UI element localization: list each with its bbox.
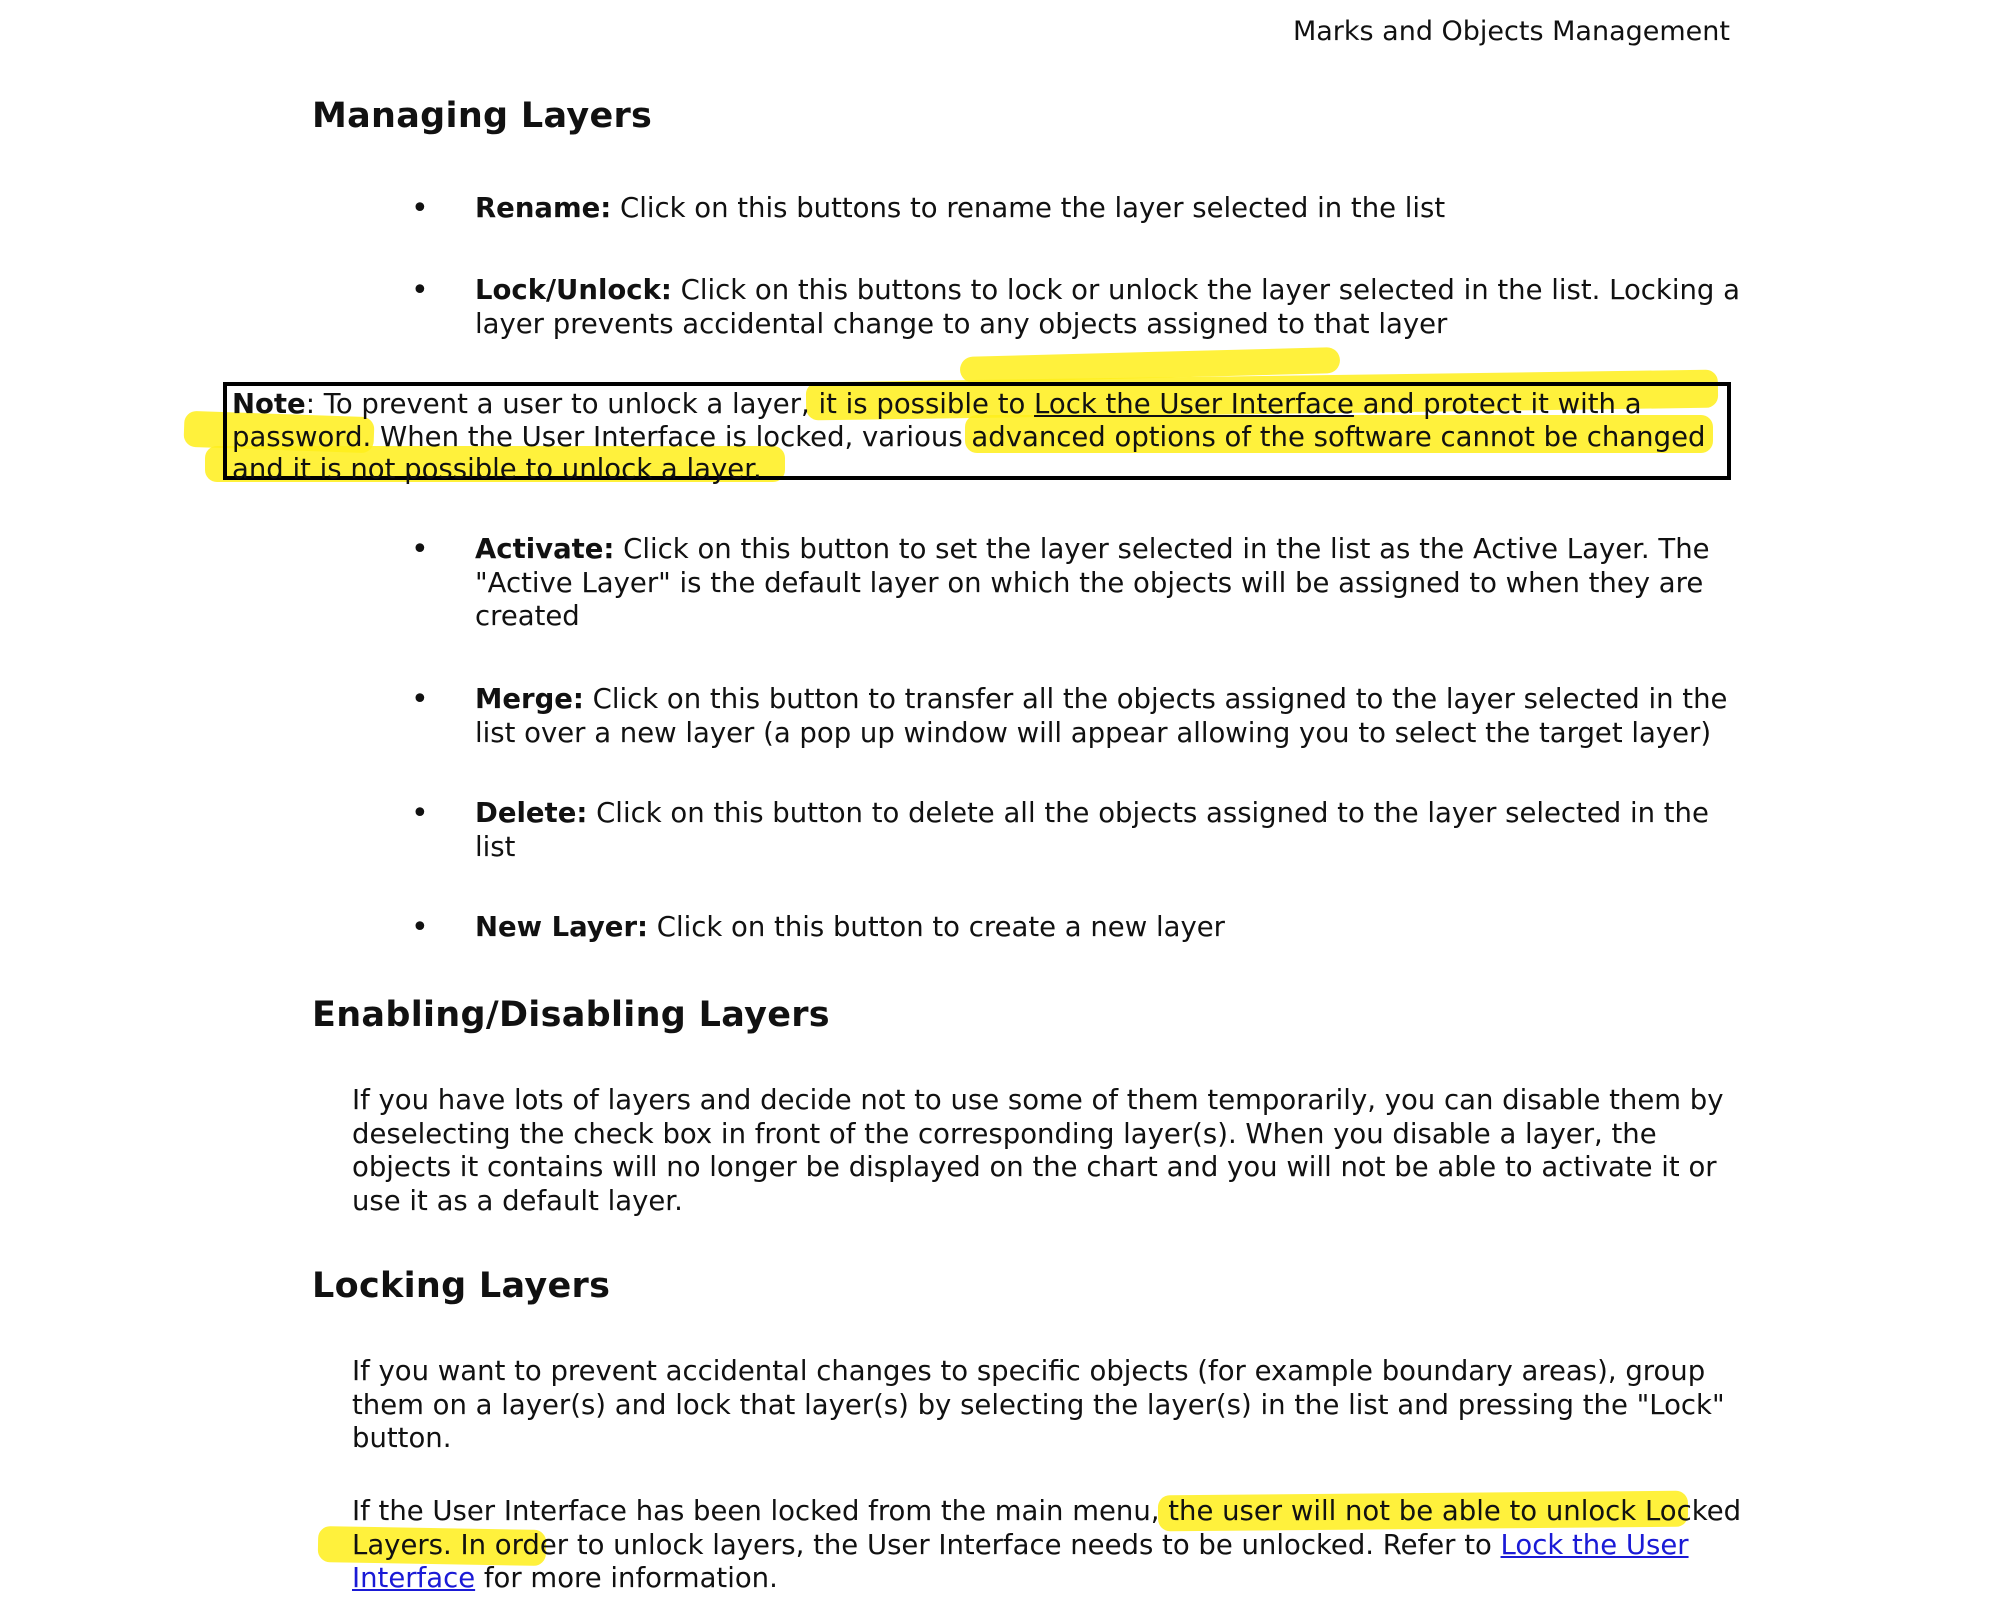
note-text-2: and protect it with a password. When the User Interface is locked, various advanced options of the software cannot be changed and it is not possible to unlock a layer. [232,388,1706,485]
section-title-enabling-disabling: Enabling/Disabling Layers [312,995,830,1035]
list-item-new-layer [475,911,1745,945]
locking-paragraph-2-text: If the User Interface has been locked from the main menu, the user will not be able to unlock Locked Layers. In order to unlock layers, the User Interface needs to be unlocked. Refer to [352,1495,1742,1561]
item-text: Click on this buttons to lock or unlock the layer selected in the list. Locking a layer prevents accidental change to any objects assigned to that layer [475,274,1740,340]
bullet-icon: • [411,796,429,831]
note-box [223,382,1731,485]
list-item-merge [475,683,1745,750]
item-text: Click on this button to transfer all the objects assigned to the layer selected in the list over a new layer (a pop up window will appear allowing you to select the target layer) [475,683,1728,749]
item-text: Click on this button to set the layer selected in the list as the Active Layer. The "Active Layer" is the default layer on which the objects will be assigned to when they are created [475,533,1710,632]
item-label: Delete: [475,797,588,829]
enabling-paragraph: If you have lots of layers and decide not to use some of them temporarily, you can disable them by deselecting the check box in front of the corresponding layer(s). When you disable a layer, the objects it contains will no longer be displayed on the chart and you will not be able to activate it or use it as a default layer. [352,1084,1724,1217]
note-text-1: : To prevent a user to unlock a layer, it is possible to [305,388,1035,420]
bullet-icon: • [411,273,429,308]
lock-ui-link[interactable]: Lock the User Interface [352,1528,1689,1594]
list-item-lock-unlock [475,274,1745,341]
item-label: Lock/Unlock: [475,274,672,306]
locking-paragraph-2-tail: for more information. [475,1562,778,1594]
locking-paragraph-2 [352,1495,1747,1596]
item-text: Click on this button to delete all the objects assigned to the layer selected in the list [475,797,1709,863]
lock-ui-link[interactable]: Lock the User Interface [1034,388,1354,420]
item-label: New Layer: [475,911,649,943]
section-title-managing-layers: Managing Layers [312,96,653,136]
list-item-activate [475,533,1745,634]
list-item-delete [475,797,1745,864]
item-label: Activate: [475,533,615,565]
item-text: Click on this buttons to rename the layer selected in the list [611,192,1446,224]
section-title-locking-layers: Locking Layers [312,1266,611,1306]
item-label: Rename: [475,192,612,224]
locking-paragraph-1: If you want to prevent accidental changes to specific objects (for example boundary areas), group them on a layer(s) and lock that layer(s) by selecting the layer(s) in the list and pressing the "Lock" button. [352,1355,1725,1454]
item-label: Merge: [475,683,584,715]
bullet-icon: • [411,191,429,226]
item-text: Click on this button to create a new layer [648,911,1225,943]
bullet-icon: • [411,682,429,717]
bullet-icon: • [411,910,429,945]
bullet-icon: • [411,532,429,567]
list-item-rename [475,192,1745,226]
running-header: Marks and Objects Management [1292,16,1730,47]
note-label: Note [232,388,306,420]
